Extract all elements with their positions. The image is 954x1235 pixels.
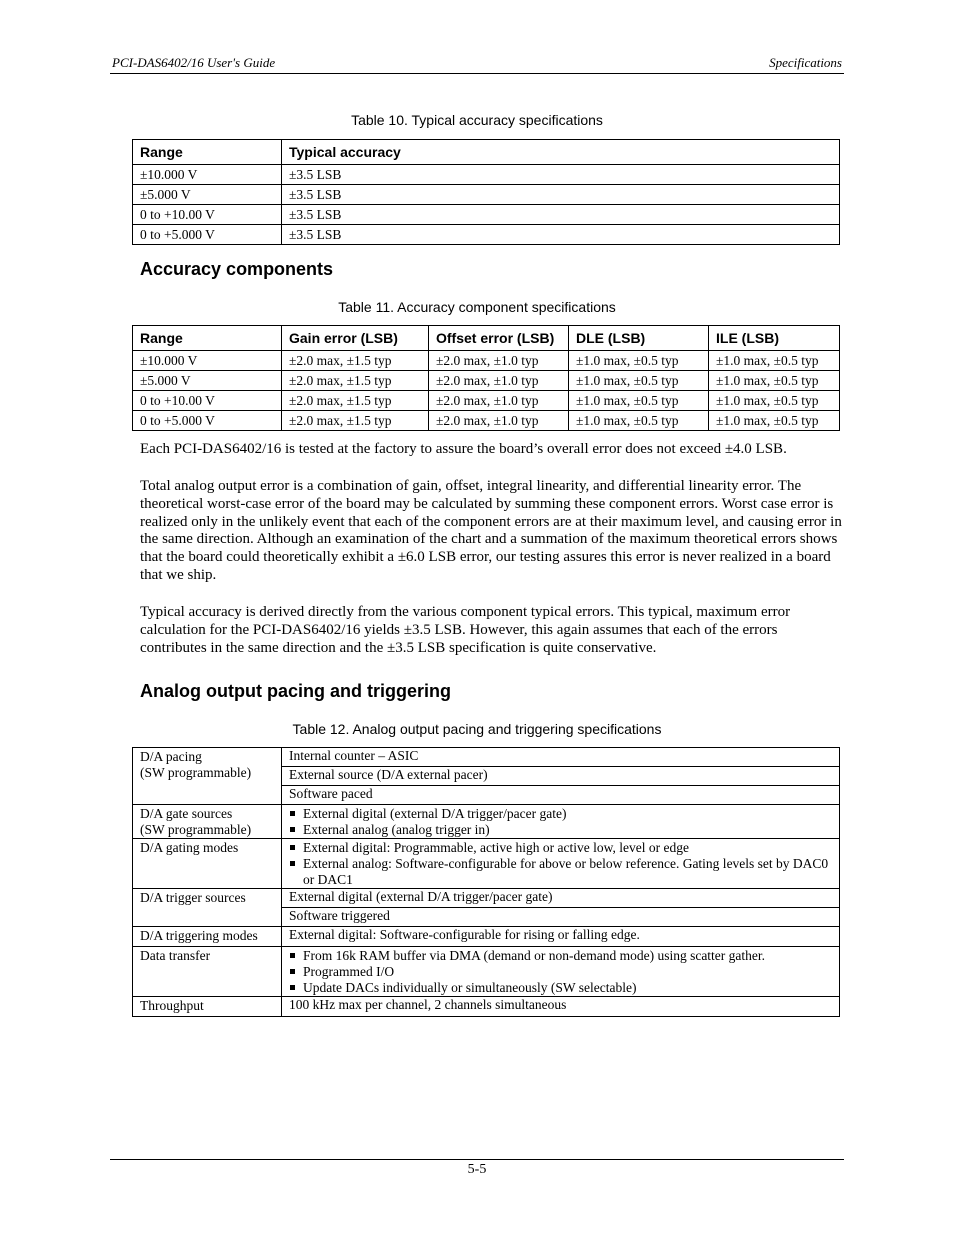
table11-cell: ±2.0 max, ±1.5 typ: [282, 391, 429, 411]
table11-cell: ±1.0 max, ±0.5 typ: [709, 391, 840, 411]
table12-label-da-pacing: [133, 748, 282, 805]
table11-cell: ±1.0 max, ±0.5 typ: [709, 371, 840, 391]
table12-label-throughput: Throughput: [133, 997, 282, 1017]
table12-caption: Table 12. Analog output pacing and triggering specifications: [292, 721, 662, 737]
table10-header-range: Range: [133, 140, 282, 165]
list-item: External analog: Software-configurable for above or below reference. Gating levels set by DAC0 or DAC1: [303, 856, 832, 888]
header-section-title: Specifications: [769, 55, 842, 70]
table11-cell: ±2.0 max, ±1.0 typ: [429, 391, 569, 411]
table12-label-da-gating-modes: D/A gating modes: [133, 839, 282, 889]
table10-cell: ±3.5 LSB: [282, 225, 840, 245]
table-row: [133, 185, 840, 205]
table11-cell: ±2.0 max, ±1.5 typ: [282, 351, 429, 371]
table11-cell: ±1.0 max, ±0.5 typ: [709, 351, 840, 371]
table12-label-da-gate-sources: [133, 805, 282, 839]
table10-cell: ±10.000 V: [133, 165, 282, 185]
bullet-list: [289, 948, 832, 996]
table12-cell: External digital: Software-configurable for rising or falling edge.: [282, 927, 840, 947]
table12-cell: Internal counter – ASIC: [282, 748, 840, 767]
table12-label-data-transfer: Data transfer: [133, 947, 282, 997]
table-row: [133, 997, 840, 1017]
table-row: [133, 351, 840, 371]
table10: [132, 139, 840, 245]
bullet-list: [289, 806, 832, 838]
table11-cell: ±1.0 max, ±0.5 typ: [569, 371, 709, 391]
heading-accuracy-components: Accuracy components: [140, 259, 334, 279]
table12-label-line: D/A gate sources: [140, 806, 233, 821]
table-row: [133, 889, 840, 908]
table12-cell: Software paced: [282, 786, 840, 805]
paragraph-typical-accuracy: Typical accuracy is derived directly from the various component typical errors. This typical, maximum error calculation for the PCI-DAS6402/16 yields ±3.5 LSB. However, this again assumes that each of the errors contributes in the same direction and the ±3.5 LSB specification is quite conservative.: [140, 604, 791, 656]
table11-header-ile: ILE (LSB): [709, 326, 840, 351]
table10-cell: ±3.5 LSB: [282, 185, 840, 205]
table11-caption: Table 11. Accuracy component specifications: [338, 299, 616, 315]
table10-header-typical-accuracy: Typical accuracy: [282, 140, 840, 165]
paragraph-factory-test: Each PCI-DAS6402/16 is tested at the factory to assure the board’s overall error does not exceed ±4.0 LSB.: [140, 441, 787, 457]
table-row: [133, 839, 840, 889]
table11-header-offset-error: Offset error (LSB): [429, 326, 569, 351]
table-row: [133, 225, 840, 245]
table10-caption: Table 10. Typical accuracy specifications: [351, 112, 603, 128]
table-row: [133, 927, 840, 947]
table12-cell: Software triggered: [282, 908, 840, 927]
table10-cell: ±3.5 LSB: [282, 165, 840, 185]
table11-cell: ±1.0 max, ±0.5 typ: [569, 411, 709, 431]
paragraph-total-error: Total analog output error is a combination of gain, offset, integral linearity, and differential linearity error. The theoretical worst-case error of the board may be calculated by summing these component errors. Worst case error is realized only in the unlikely event that each of the component errors are at their maximum level, and causing error in the same direction. Although an examination of the chart and a summation of the maximum theoretical errors shows that the board could theoretically exhibit a ±6.0 LSB error, our testing assures this error is never realized in a board that we ship.: [140, 478, 842, 583]
table11-header-gain-error: Gain error (LSB): [282, 326, 429, 351]
table-row: [133, 748, 840, 767]
table12-cell: [282, 805, 840, 839]
table11-cell: ±2.0 max, ±1.0 typ: [429, 351, 569, 371]
table11-cell: ±1.0 max, ±0.5 typ: [569, 391, 709, 411]
table11-cell: 0 to +5.000 V: [133, 411, 282, 431]
table11-cell: ±2.0 max, ±1.5 typ: [282, 411, 429, 431]
table-row: [133, 371, 840, 391]
table10-cell: ±5.000 V: [133, 185, 282, 205]
table12-cell: External source (D/A external pacer): [282, 767, 840, 786]
page-number: 5-5: [467, 1162, 487, 1177]
table12-cell: 100 kHz max per channel, 2 channels simultaneous: [282, 997, 840, 1017]
footer-rule: [110, 1159, 844, 1160]
header-doc-title: PCI-DAS6402/16 User's Guide: [112, 55, 276, 70]
table11-header-dle: DLE (LSB): [569, 326, 709, 351]
heading-analog-output-pacing: Analog output pacing and triggering: [140, 681, 451, 701]
table-row: [133, 411, 840, 431]
list-item: External analog (analog trigger in): [303, 822, 832, 838]
table11-cell: 0 to +10.00 V: [133, 391, 282, 411]
table12-cell: [282, 839, 840, 889]
table10-header-row: [133, 140, 840, 165]
table10-cell: 0 to +5.000 V: [133, 225, 282, 245]
list-item: External digital: Programmable, active high or active low, level or edge: [303, 840, 832, 856]
table11-cell: ±2.0 max, ±1.0 typ: [429, 411, 569, 431]
list-item: From 16k RAM buffer via DMA (demand or non-demand mode) using scatter gather.: [303, 948, 832, 964]
table12-label-line: (SW programmable): [140, 822, 252, 837]
table11-header-range: Range: [133, 326, 282, 351]
table12: [132, 747, 840, 1017]
table11-cell: ±1.0 max, ±0.5 typ: [569, 351, 709, 371]
list-item: Programmed I/O: [303, 964, 832, 980]
table12-label-line: D/A pacing: [140, 749, 202, 764]
table11: [132, 325, 840, 431]
list-item: Update DACs individually or simultaneously (SW selectable): [303, 980, 832, 996]
table12-label-da-trigger-sources: D/A trigger sources: [133, 889, 282, 927]
table12-label-da-triggering-modes: D/A triggering modes: [133, 927, 282, 947]
bullet-list: [289, 840, 832, 888]
table11-cell: ±10.000 V: [133, 351, 282, 371]
table11-cell: ±1.0 max, ±0.5 typ: [709, 411, 840, 431]
table12-cell: [282, 947, 840, 997]
table-row: [133, 391, 840, 411]
table11-cell: ±5.000 V: [133, 371, 282, 391]
table10-cell: ±3.5 LSB: [282, 205, 840, 225]
table10-cell: 0 to +10.00 V: [133, 205, 282, 225]
header-rule: [110, 73, 844, 74]
table12-label-line: (SW programmable): [140, 765, 252, 780]
table11-cell: ±2.0 max, ±1.5 typ: [282, 371, 429, 391]
table-row: [133, 165, 840, 185]
table11-header-row: [133, 326, 840, 351]
table12-cell: External digital (external D/A trigger/pacer gate): [282, 889, 840, 908]
table-row: [133, 205, 840, 225]
list-item: External digital (external D/A trigger/pacer gate): [303, 806, 832, 822]
table-row: [133, 947, 840, 997]
table-row: [133, 805, 840, 839]
table11-cell: ±2.0 max, ±1.0 typ: [429, 371, 569, 391]
